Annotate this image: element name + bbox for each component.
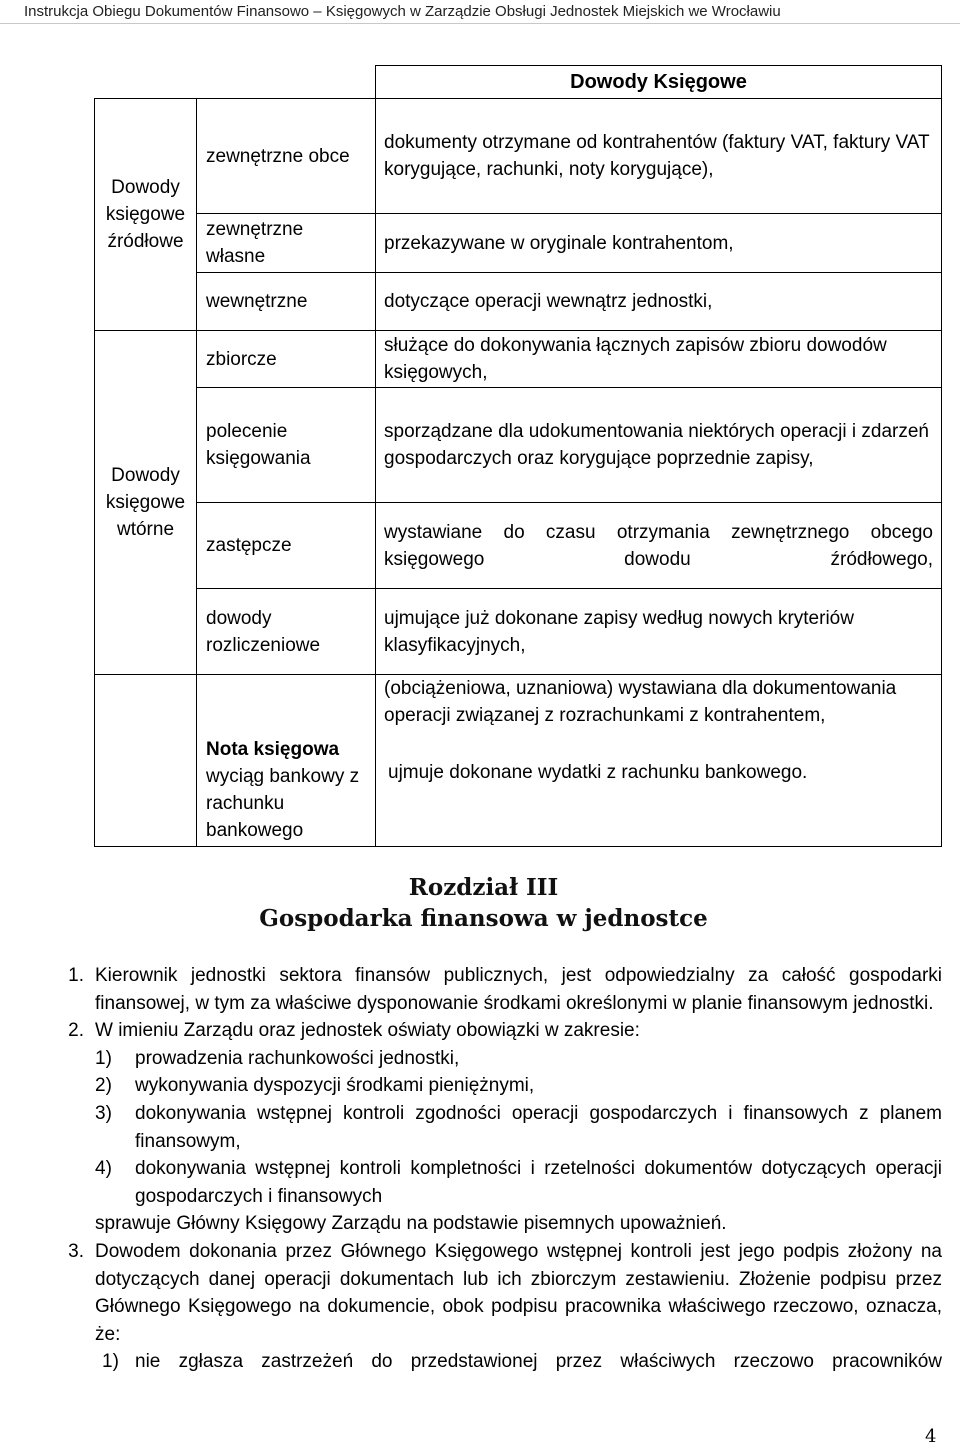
list-item [50,1100,942,1155]
desc-note-and-statement [376,675,942,847]
kind-posting-order: polecenie księgowania [197,388,376,503]
kind-external-own: zewnętrzne własne [197,214,376,273]
desc-posting-order: sporządzane dla udokumentowania niektórych operacji i zdarzeń gospodarczych oraz korygujące poprzednie zapisy, [376,388,942,503]
desc-substitute: wystawiane do czasu otrzymania zewnętrznego obcego księgowego dowodu źródłowego, [376,503,942,589]
desc-settlement: ujmujące już dokonane zapisy według nowych kryteriów klasyfikacyjnych, [376,589,942,675]
chapter-title: Gospodarka finansowa w jednostce [259,905,708,932]
kind-bank-statement: wyciąg bankowy z rachunku bankowego [206,766,360,841]
paragraph-2-tail: sprawuje Główny Księgowy Zarządu na podstawie pisemnych upoważnień. [95,1213,727,1235]
list-item-number: 3) [95,1102,112,1124]
list-item [50,1072,942,1100]
paragraph-text: Dowodem dokonania przez Głównego Księgowego wstępnej kontroli jest jego podpis złożony na dotyczących danej operacji dokumentach lub ich zbiorczym zestawieniu. Złożenie podpisu przez Głównego Księgowego na dokumencie, obok podpisu pracownika właściwego rzeczowo, oznacza, że: [95,1240,942,1345]
list-item-number: 2) [95,1075,112,1097]
desc-accounting-note: (obciążeniowa, uznaniowa) wystawiana dla dokumentowania operacji związanej z rozrachunkami z kontrahentem, [384,678,897,726]
kind-note-and-statement [197,675,376,847]
list-item-number: 1) [102,1351,119,1373]
paragraph-number: 1. [68,965,84,986]
body-text [50,962,942,1376]
page-number: 4 [925,1426,937,1447]
list-item-text: dokonywania wstępnej kontroli kompletności i rzetelności dokumentów dotyczących operacji gospodarczych i finansowych [135,1158,942,1207]
list-item-text: prowadzenia rachunkowości jednostki, [135,1047,460,1069]
chapter-number: Rozdział III [408,874,559,901]
list-item [50,1045,942,1073]
list-item-number: 4) [95,1158,112,1180]
list-item [50,1348,942,1376]
list-item-text: wykonywania dyspozycji środkami pieniężnymi, [135,1075,535,1097]
paragraph-number: 2. [68,1020,84,1042]
accounting-documents-table [94,65,942,847]
empty-category-cell [95,675,197,847]
desc-external-own: przekazywane w oryginale kontrahentom, [376,214,942,273]
desc-external-foreign: dokumenty otrzymane od kontrahentów (faktury VAT, faktury VAT korygujące, rachunki, noty korygujące), [376,99,942,214]
desc-collective: służące do dokonywania łącznych zapisów zbioru dowodów księgowych, [376,331,942,388]
paragraph-1 [50,962,942,1017]
desc-bank-statement: ujmuje dokonane wydatki z rachunku bankowego. [388,762,808,783]
table-corner-blank [197,66,376,99]
kind-external-foreign: zewnętrzne obce [197,99,376,214]
table-corner-blank [95,66,197,99]
paragraph-2 [50,1017,942,1045]
category-source-documents: Dowody księgowe źródłowe [95,99,197,331]
paragraph-3 [50,1238,942,1348]
list-item-text: nie zgłasza zastrzeżeń do przedstawionej przez właściwych rzeczowo pracowników [135,1351,942,1373]
desc-internal: dotyczące operacji wewnątrz jednostki, [376,273,942,331]
list-item-number: 1) [95,1047,112,1069]
category-secondary-documents: Dowody księgowe wtórne [95,331,197,675]
list-item-text: dokonywania wstępnej kontroli zgodności operacji gospodarczych i finansowych z planem finansowym, [135,1102,942,1152]
kind-substitute: zastępcze [197,503,376,589]
list-item [50,1155,942,1210]
paragraph-number: 3. [68,1240,84,1262]
paragraph-text: W imieniu Zarządu oraz jednostek oświaty obowiązki w zakresie: [95,1020,640,1042]
table-title: Dowody Księgowe [376,66,942,99]
kind-accounting-note: Nota księgowa [206,739,340,760]
kind-collective: zbiorcze [197,331,376,388]
paragraph-text: Kierownik jednostki sektora finansów publicznych, jest odpowiedzialny za całość gospodarki finansowej, w tym za właściwe dysponowanie środkami określonymi w planie finansowym jednostki. [95,965,942,1014]
kind-settlement: dowody rozliczeniowe [197,589,376,675]
kind-internal: wewnętrzne [197,273,376,331]
running-header: Instrukcja Obiegu Dokumentów Finansowo – Księgowych w Zarządzie Obsługi Jednostek Miejskich we Wrocławiu [0,0,960,24]
